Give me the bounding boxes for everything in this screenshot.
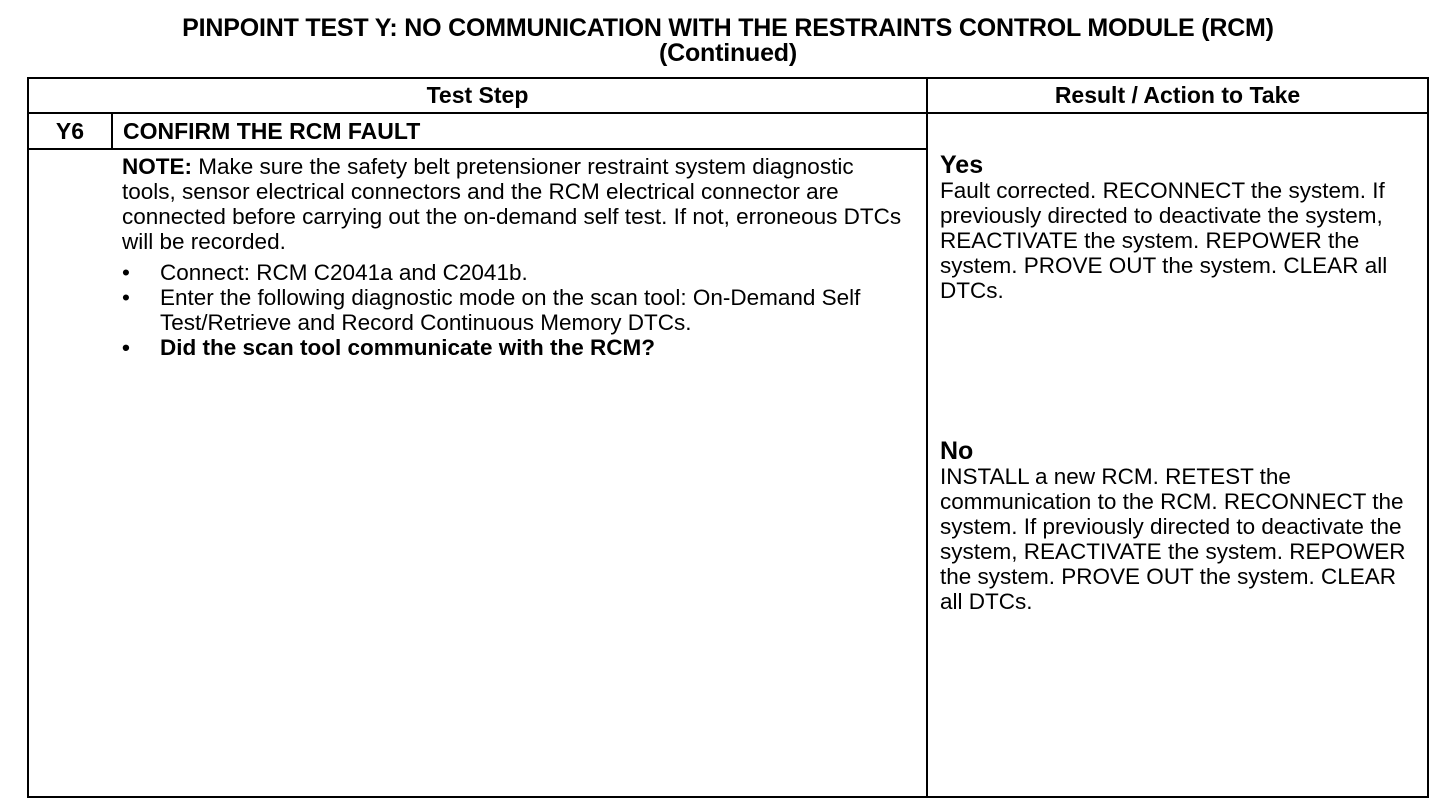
title-line-2: (Continued) bbox=[658, 39, 798, 67]
step-question: • Did the scan tool communicate with the RCM? bbox=[122, 335, 912, 360]
result-no-label: No bbox=[940, 437, 974, 465]
header-divider bbox=[27, 112, 1429, 114]
step-title-divider bbox=[27, 148, 927, 150]
step-note bbox=[122, 154, 912, 254]
step-id: Y6 bbox=[55, 118, 85, 144]
step-id-divider bbox=[111, 112, 113, 149]
step-title: CONFIRM THE RCM FAULT bbox=[123, 118, 421, 144]
step-bullet: • Enter the following diagnostic mode on the scan tool: On-Demand Self Test/Retrieve and Record Continuous Memory DTCs. bbox=[122, 285, 912, 335]
step-bullet-list bbox=[122, 260, 912, 360]
step-bullet: • Connect: RCM C2041a and C2041b. bbox=[122, 260, 912, 285]
note-label: NOTE: bbox=[122, 154, 192, 179]
column-divider bbox=[926, 77, 928, 798]
step-instructions bbox=[122, 154, 912, 360]
header-result-action: Result / Action to Take bbox=[1054, 82, 1301, 108]
result-yes-text: Fault corrected. RECONNECT the system. If previously directed to deactivate the system, REACTIVATE the system. REPOWER the system. PROVE OUT the system. CLEAR all DTCs. bbox=[940, 178, 1388, 303]
result-yes-label: Yes bbox=[940, 151, 984, 179]
header-test-step: Test Step bbox=[426, 82, 529, 108]
result-no-text: INSTALL a new RCM. RETEST the communication to the RCM. RECONNECT the system. If previously directed to deactivate the system, REACTIVATE the system. REPOWER the system. PROVE OUT the system. CLEAR all DTCs. bbox=[940, 464, 1406, 614]
page-title bbox=[0, 16, 1456, 66]
result-yes bbox=[940, 152, 1424, 303]
note-text: Make sure the safety belt pretensioner restraint system diagnostic tools, sensor electrical connectors and the RCM electrical connector are connected before carrying out the on-demand self test. If not, erroneous DTCs will be recorded. bbox=[122, 154, 902, 254]
result-no bbox=[940, 438, 1424, 614]
title-line-1: PINPOINT TEST Y: NO COMMUNICATION WITH THE RESTRAINTS CONTROL MODULE (RCM) bbox=[182, 14, 1274, 42]
